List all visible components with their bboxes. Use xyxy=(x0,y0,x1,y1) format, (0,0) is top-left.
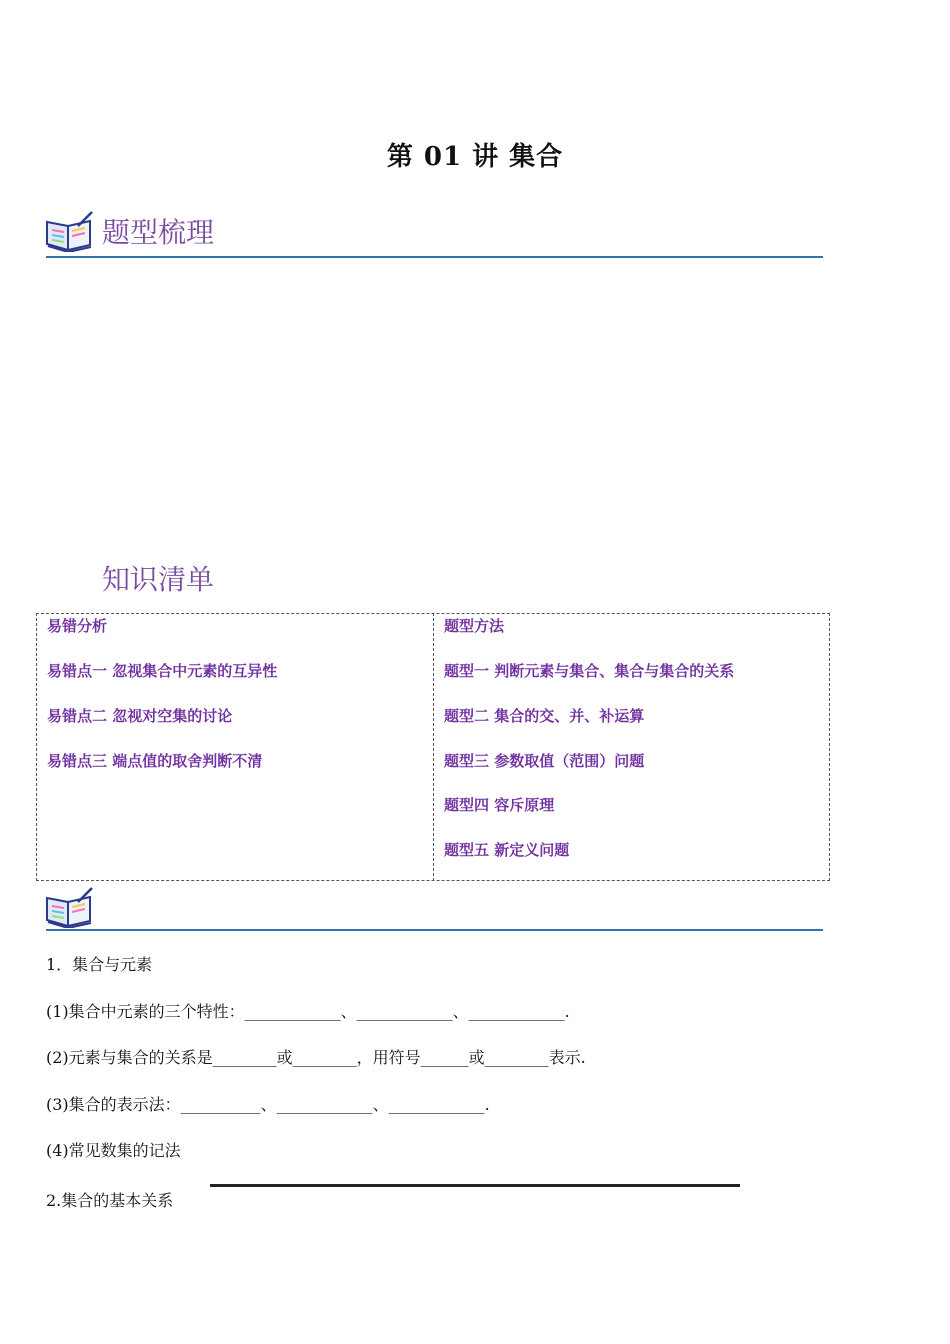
content-line: 1．集合与元素 xyxy=(46,955,153,974)
content-line: 2.集合的基本关系 xyxy=(46,1191,174,1210)
list-item: 题型二 集合的交、并、补运算 xyxy=(444,707,645,725)
list-item: 题型一 判断元素与集合、集合与集合的关系 xyxy=(444,662,735,680)
right-column-header: 题型方法 xyxy=(444,617,505,635)
list-item: 题型三 参数取值（范围）问题 xyxy=(444,752,645,770)
table-column-divider xyxy=(433,613,434,881)
book-icon xyxy=(44,886,96,928)
table-top-border xyxy=(210,1184,740,1187)
list-item: 易错点一 忽视集合中元素的互异性 xyxy=(47,662,278,680)
content-line: (4)常见数集的记法 xyxy=(46,1141,181,1160)
page-title: 第 01 讲 集合 xyxy=(386,142,564,172)
list-item: 题型四 容斥原理 xyxy=(444,796,555,814)
section-heading-knowledge-list: 知识清单 xyxy=(102,563,215,596)
book-icon xyxy=(44,210,96,252)
content-line: (1)集合中元素的三个特性：____________、____________、____________. xyxy=(46,1002,570,1021)
list-item: 易错点二 忽视对空集的讨论 xyxy=(47,707,233,725)
left-column-header: 易错分析 xyxy=(47,617,108,635)
list-item: 题型五 新定义问题 xyxy=(444,841,570,859)
section-divider xyxy=(46,929,823,931)
section-divider xyxy=(46,256,823,258)
content-line: (3)集合的表示法：__________、____________、____________. xyxy=(46,1095,490,1114)
list-item: 易错点三 端点值的取舍判断不清 xyxy=(47,752,263,770)
content-line: (2)元素与集合的关系是________或________，用符号______或________表示. xyxy=(46,1048,586,1067)
section-heading-question-types: 题型梳理 xyxy=(102,216,215,249)
